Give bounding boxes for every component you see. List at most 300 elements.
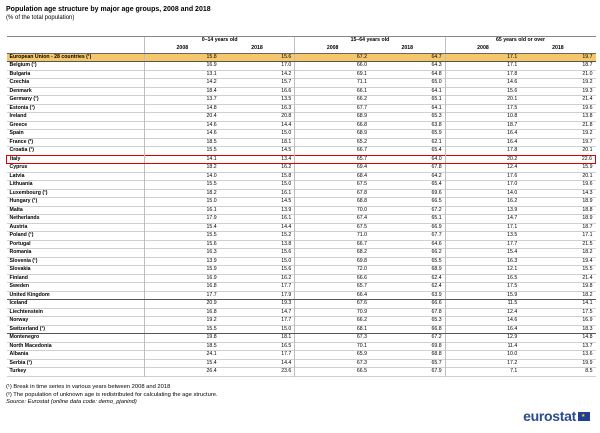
value-cell: 19.2 [582, 79, 593, 85]
country-cell: Montenegro [9, 334, 40, 340]
logo-text: eurostat [523, 408, 576, 424]
country-cell: Lithuania [9, 181, 33, 187]
value-cell: 70.9 [295, 308, 370, 317]
value-cell: 22.6 [520, 155, 595, 164]
value-cell: 18.2 [145, 164, 220, 173]
value-cell: 19.3 [582, 87, 593, 94]
value-cell: 15.9 [145, 266, 220, 275]
value-cell: 17.5 [445, 104, 520, 113]
value-cell: 18.1 [281, 138, 292, 145]
data-table-container [6, 36, 596, 377]
value-cell: 18.4 [145, 87, 220, 96]
country-cell: Malta [9, 206, 23, 213]
value-cell: 64.1 [431, 87, 442, 94]
table-row [7, 283, 596, 292]
value-cell: 69.8 [295, 257, 370, 266]
value-cell: 66.9 [431, 223, 442, 230]
eu-flag-icon: ★ [578, 412, 590, 421]
value-cell: 13.8 [582, 113, 593, 119]
country-cell: Spain [9, 130, 24, 136]
value-cell: 67.3 [295, 334, 370, 343]
value-cell: 15.9 [445, 291, 520, 300]
value-cell: 69.1 [295, 70, 370, 79]
country-cell: Denmark [9, 87, 32, 94]
value-cell: 21.0 [582, 70, 593, 77]
value-cell: 19.2 [145, 317, 220, 326]
value-cell: 16.3 [445, 257, 520, 266]
value-cell: 67.5 [295, 181, 370, 190]
value-cell: 16.4 [445, 138, 520, 147]
table-subtitle: (% of the total population) [6, 15, 75, 21]
header-empty-cell [7, 45, 145, 53]
value-cell: 71.1 [295, 79, 370, 88]
value-cell: 66.2 [431, 249, 442, 255]
value-cell: 21.5 [582, 240, 593, 247]
value-cell: 66.5 [431, 198, 442, 204]
value-cell: 11.5 [445, 300, 520, 309]
value-cell: 19.8 [145, 334, 220, 343]
value-cell: 64.8 [431, 70, 442, 77]
table-row [7, 223, 596, 232]
table-row [7, 308, 596, 317]
table-row [7, 189, 596, 198]
value-cell: 14.4 [281, 359, 292, 366]
footnotes [6, 384, 218, 407]
value-cell: 13.1 [145, 70, 220, 79]
value-cell: 17.1 [445, 53, 520, 62]
table-row [7, 164, 596, 173]
value-cell: 65.7 [295, 155, 370, 164]
value-cell: 67.9 [431, 368, 442, 374]
value-cell: 16.3 [281, 104, 292, 111]
value-cell: 18.5 [145, 342, 220, 351]
table-row [7, 104, 596, 113]
value-cell: 19.3 [281, 300, 292, 306]
value-cell: 10.8 [445, 113, 520, 122]
value-cell: 18.5 [145, 138, 220, 147]
value-cell: 16.9 [145, 274, 220, 283]
value-cell: 68.1 [295, 325, 370, 334]
value-cell: 66.2 [295, 317, 370, 326]
value-cell: 67.8 [431, 308, 442, 315]
value-cell: 15.5 [145, 232, 220, 241]
country-cell: Poland (¹) [9, 232, 34, 238]
table-row [7, 206, 596, 215]
value-cell: 65.3 [431, 317, 442, 323]
value-cell: 19.9 [582, 359, 593, 366]
value-cell: 15.0 [281, 257, 292, 264]
value-cell: 14.6 [145, 130, 220, 139]
value-cell: 19.8 [582, 283, 593, 289]
year-header: 2018 [370, 45, 445, 53]
value-cell: 10.0 [445, 351, 520, 360]
value-cell: 14.5 [281, 198, 292, 204]
value-cell: 15.0 [220, 325, 295, 334]
country-cell: Turkey [9, 368, 27, 374]
group-header-row [7, 37, 596, 46]
table-row [7, 53, 596, 62]
value-cell: 66.2 [295, 96, 370, 105]
value-cell: 64.1 [431, 104, 442, 111]
value-cell: 15.7 [281, 79, 292, 85]
value-cell: 15.6 [281, 249, 292, 255]
country-cell: Greece [9, 121, 28, 128]
value-cell: 14.3 [582, 189, 593, 196]
value-cell: 16.1 [281, 189, 292, 196]
value-cell: 66.6 [295, 274, 370, 283]
value-cell: 68.9 [295, 113, 370, 122]
value-cell: 67.2 [431, 206, 442, 213]
table-row [7, 215, 596, 224]
country-cell: European Union - 28 countries (¹) [7, 53, 145, 62]
value-cell: 13.7 [145, 96, 220, 105]
group-header-0-14: 0–14 years old [145, 37, 295, 46]
value-cell: 18.2 [520, 291, 595, 300]
value-cell: 15.6 [145, 240, 220, 249]
value-cell: 64.3 [431, 62, 442, 68]
year-header: 2018 [220, 45, 295, 53]
group-header-65-plus: 65 years old or over [445, 37, 595, 46]
value-cell: 21.4 [582, 274, 593, 281]
table-row [7, 79, 596, 88]
value-cell: 18.7 [582, 223, 593, 230]
value-cell: 26.4 [145, 368, 220, 377]
value-cell: 67.5 [295, 223, 370, 232]
country-cell: Slovakia [9, 266, 31, 272]
country-cell: Luxembourg (¹) [9, 189, 48, 196]
country-cell: Hungary (¹) [9, 198, 38, 204]
value-cell: 65.7 [431, 359, 442, 366]
table-row [7, 232, 596, 241]
value-cell: 17.1 [445, 223, 520, 232]
value-cell: 20.1 [582, 147, 593, 153]
value-cell: 17.9 [220, 291, 295, 300]
table-row [7, 113, 596, 122]
value-cell: 14.7 [445, 215, 520, 224]
value-cell: 13.8 [281, 240, 292, 247]
value-cell: 16.5 [281, 342, 292, 349]
value-cell: 17.2 [445, 359, 520, 368]
value-cell: 16.5 [445, 274, 520, 283]
value-cell: 16.9 [145, 62, 220, 71]
value-cell: 15.8 [145, 53, 220, 62]
value-cell: 17.1 [582, 232, 593, 238]
value-cell: 65.0 [431, 79, 442, 85]
value-cell: 65.9 [295, 351, 370, 360]
table-row [7, 172, 596, 181]
value-cell: 17.7 [281, 283, 292, 289]
table-row [7, 62, 596, 71]
value-cell: 67.4 [295, 215, 370, 224]
value-cell: 16.2 [281, 274, 292, 281]
table-row [7, 181, 596, 190]
value-cell: 14.2 [281, 70, 292, 77]
value-cell: 65.2 [295, 138, 370, 147]
value-cell: 16.1 [145, 206, 220, 215]
value-cell: 15.5 [145, 325, 220, 334]
value-cell: 20.2 [445, 155, 520, 164]
value-cell: 65.4 [431, 147, 442, 153]
value-cell: 20.1 [582, 172, 593, 179]
value-cell: 65.1 [431, 96, 442, 102]
value-cell: 14.8 [145, 104, 220, 113]
value-cell: 18.9 [582, 215, 593, 221]
value-cell: 17.9 [145, 215, 220, 224]
country-cell: Albania [9, 351, 29, 357]
value-cell: 16.8 [145, 308, 220, 317]
country-cell: Germany (¹) [9, 96, 39, 102]
value-cell: 15.5 [145, 181, 220, 190]
value-cell: 13.9 [145, 257, 220, 266]
value-cell: 16.4 [445, 130, 520, 139]
table-row [7, 121, 596, 130]
value-cell: 62.4 [431, 283, 442, 289]
value-cell: 14.1 [145, 155, 220, 164]
value-cell: 67.2 [295, 53, 370, 62]
year-header: 2008 [295, 45, 370, 53]
value-cell: 24.1 [145, 351, 220, 360]
value-cell: 17.0 [445, 181, 520, 190]
country-cell: Bulgaria [9, 70, 31, 77]
table-row [7, 87, 596, 96]
value-cell: 62.1 [431, 138, 442, 145]
eurostat-logo [523, 408, 590, 424]
value-cell: 66.8 [295, 121, 370, 130]
value-cell: 15.0 [281, 181, 292, 187]
value-cell: 7.1 [445, 368, 520, 377]
year-header: 2008 [445, 45, 520, 53]
value-cell: 17.0 [281, 62, 292, 68]
table-row [7, 266, 596, 275]
value-cell: 16.8 [145, 283, 220, 292]
value-cell: 65.1 [431, 215, 442, 221]
country-cell: Iceland [9, 300, 28, 306]
country-cell: Portugal [9, 240, 31, 247]
value-cell: 70.0 [295, 206, 370, 215]
value-cell: 15.5 [582, 266, 593, 272]
value-cell: 64.6 [431, 240, 442, 247]
value-cell: 11.4 [445, 342, 520, 351]
value-cell: 13.9 [445, 206, 520, 215]
value-cell: 13.9 [281, 206, 292, 213]
value-cell: 15.9 [582, 164, 593, 170]
value-cell: 14.2 [145, 79, 220, 88]
value-cell: 15.0 [281, 130, 292, 136]
value-cell: 12.9 [445, 334, 520, 343]
table-row [7, 325, 596, 334]
table-body [7, 53, 596, 376]
value-cell: 18.9 [582, 198, 593, 204]
table-title: Population age structure by major age groups, 2008 and 2018 [6, 6, 211, 13]
country-cell: Netherlands [9, 215, 40, 221]
value-cell: 66.7 [295, 147, 370, 156]
year-header-row [7, 45, 596, 53]
footnote-unknown-age: (²) The population of unknown age is redistributed for calculating the age structure. [6, 391, 218, 398]
country-cell: Switzerland (¹) [7, 325, 145, 334]
country-cell: Serbia (¹) [9, 359, 32, 366]
age-structure-table [6, 36, 596, 377]
value-cell: 66.7 [295, 240, 370, 249]
value-cell: 15.2 [281, 232, 292, 238]
value-cell: 18.8 [582, 206, 593, 213]
country-cell: Ireland [9, 113, 27, 119]
table-row [7, 274, 596, 283]
value-cell: 14.1 [582, 300, 593, 306]
value-cell: 64.2 [431, 172, 442, 179]
value-cell: 66.0 [295, 62, 370, 71]
value-cell: 65.4 [431, 181, 442, 187]
country-cell: Cyprus [9, 164, 28, 170]
value-cell: 12.4 [445, 308, 520, 317]
value-cell: 14.4 [281, 223, 292, 230]
value-cell: 18.2 [582, 249, 593, 255]
value-cell: 17.5 [582, 308, 593, 315]
value-cell: 12.1 [445, 266, 520, 275]
value-cell: 15.6 [281, 266, 292, 272]
value-cell: 14.7 [281, 308, 292, 315]
value-cell: 8.5 [585, 368, 593, 374]
value-cell: 68.9 [295, 130, 370, 139]
table-row [7, 240, 596, 249]
value-cell: 17.1 [445, 62, 520, 71]
country-cell: Romania [9, 249, 32, 255]
value-cell: 14.6 [445, 79, 520, 88]
value-cell: 15.6 [445, 87, 520, 96]
value-cell: 15.8 [281, 172, 292, 179]
value-cell: 17.6 [445, 172, 520, 181]
year-header: 2018 [520, 45, 595, 53]
value-cell: 66.4 [295, 291, 370, 300]
value-cell: 62.4 [431, 274, 442, 281]
value-cell: 14.4 [281, 121, 292, 128]
value-cell: 65.5 [431, 257, 442, 264]
table-row [7, 351, 596, 360]
value-cell: 14.6 [445, 317, 520, 326]
value-cell: 16.6 [281, 87, 292, 94]
country-cell: Slovenia (¹) [9, 257, 38, 264]
value-cell: 13.4 [220, 155, 295, 164]
value-cell: 20.1 [445, 96, 520, 105]
value-cell: 67.3 [295, 359, 370, 368]
value-cell: 68.9 [431, 266, 442, 272]
country-cell: Estonia (¹) [9, 104, 35, 111]
table-row [7, 342, 596, 351]
value-cell: 16.2 [445, 198, 520, 207]
value-cell: 14.8 [582, 334, 593, 340]
country-cell: Italy [7, 155, 145, 164]
value-cell: 67.2 [431, 334, 442, 340]
value-cell: 16.2 [281, 164, 292, 170]
value-cell: 66.6 [431, 300, 442, 306]
table-row [7, 359, 596, 368]
country-cell: France (²) [9, 138, 34, 145]
value-cell: 72.0 [295, 266, 370, 275]
value-cell: 15.0 [145, 198, 220, 207]
value-cell: 18.2 [145, 189, 220, 198]
value-cell: 16.1 [281, 215, 292, 221]
table-row [7, 317, 596, 326]
country-cell: Austria [9, 223, 28, 230]
value-cell: 18.1 [281, 334, 292, 340]
value-cell: 15.4 [445, 249, 520, 258]
value-cell: 63.9 [370, 291, 445, 300]
value-cell: 17.7 [281, 317, 292, 323]
value-cell: 67.7 [295, 104, 370, 113]
table-row [7, 70, 596, 79]
value-cell: 17.7 [145, 291, 220, 300]
value-cell: 20.8 [281, 113, 292, 119]
value-cell: 19.4 [582, 257, 593, 264]
value-cell: 66.8 [370, 325, 445, 334]
value-cell: 64.7 [370, 53, 445, 62]
source-note: Source: Eurostat (online data code: demo_pjanind) [6, 399, 137, 405]
value-cell: 17.8 [445, 147, 520, 156]
value-cell: 66.5 [295, 368, 370, 377]
value-cell: 20.4 [145, 113, 220, 122]
value-cell: 68.4 [295, 172, 370, 181]
value-cell: 18.7 [445, 121, 520, 130]
value-cell: 17.5 [445, 283, 520, 292]
value-cell: 15.5 [145, 147, 220, 156]
table-row [7, 198, 596, 207]
country-cell: Liechtenstein [9, 308, 43, 315]
value-cell: 66.1 [295, 87, 370, 96]
value-cell: 19.2 [582, 130, 593, 136]
value-cell: 19.6 [582, 181, 593, 187]
table-row [7, 291, 596, 300]
value-cell: 65.9 [431, 130, 442, 136]
country-cell: Croatia (¹) [9, 147, 34, 153]
value-cell: 64.0 [370, 155, 445, 164]
value-cell: 20.9 [145, 300, 220, 309]
value-cell: 14.5 [281, 147, 292, 153]
value-cell: 21.8 [582, 121, 593, 128]
value-cell: 16.3 [145, 249, 220, 258]
value-cell: 69.8 [431, 342, 442, 349]
value-cell: 15.4 [145, 359, 220, 368]
value-cell: 14.0 [445, 189, 520, 198]
country-cell: Finland [9, 274, 28, 281]
value-cell: 17.8 [445, 70, 520, 79]
value-cell: 18.7 [582, 62, 593, 68]
value-cell: 21.4 [582, 96, 593, 102]
table-row [7, 368, 596, 377]
value-cell: 16.4 [445, 325, 520, 334]
value-cell: 67.6 [295, 300, 370, 309]
value-cell: 65.3 [431, 113, 442, 119]
value-cell: 68.8 [431, 351, 442, 357]
country-cell: Sweden [9, 283, 30, 289]
table-row [7, 249, 596, 258]
value-cell: 65.7 [295, 283, 370, 292]
value-cell: 23.6 [281, 368, 292, 374]
table-row [7, 155, 596, 164]
country-cell: Czechia [9, 79, 30, 85]
table-row [7, 96, 596, 105]
value-cell: 19.7 [582, 138, 593, 145]
header-empty-cell [7, 37, 145, 46]
value-cell: 67.8 [431, 164, 442, 170]
value-cell: 15.6 [220, 53, 295, 62]
value-cell: 19.6 [582, 104, 593, 111]
country-cell: Belgium (¹) [9, 62, 37, 68]
table-row [7, 334, 596, 343]
value-cell: 68.2 [295, 249, 370, 258]
table-row [7, 138, 596, 147]
value-cell: 63.8 [431, 121, 442, 128]
value-cell: 16.9 [582, 317, 593, 323]
value-cell: 14.0 [145, 172, 220, 181]
